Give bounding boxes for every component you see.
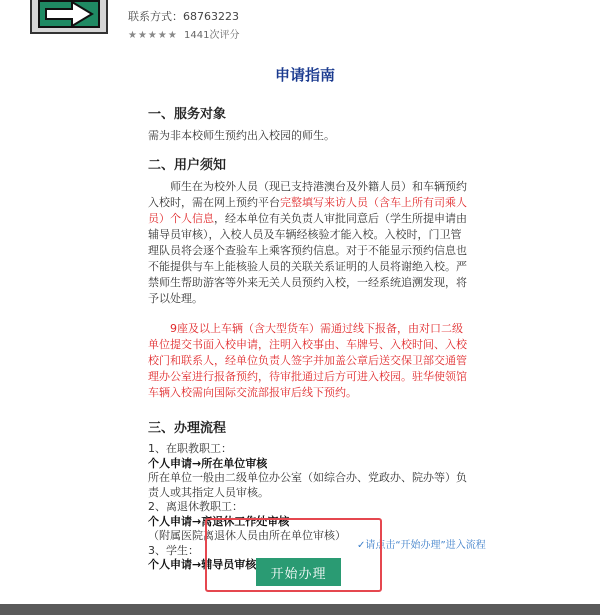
step-2-flow: 个人申请→离退休工作处审核 [148,514,290,528]
bottom-bar [0,604,600,615]
section-process-title: 三、办理流程 [148,421,227,436]
section-user-notice-title: 二、用户须知 [148,158,227,173]
section-service-target-title: 一、服务对象 [148,107,227,122]
arrow-right-icon [42,0,98,29]
step-2-text: （附属医院离退休人员由所在单位审核） [148,529,346,542]
step-1-flow: 个人申请→所在单位审核 [148,456,268,470]
app-icon [30,0,108,34]
start-processing-button[interactable]: 开始办理 [256,558,341,586]
section-service-target-text: 需为非本校师生预约出入校园的师生。 [148,129,335,142]
step-3-label: 3、学生： [148,543,199,557]
notice-paragraph-1: 师生在为校外人员（现已支持港澳台及外籍人员）和车辆预约入校时，需在网上预约平台完整填写来访人员（含车上所有司乘人员）个人信息，经本单位有关负责人审批同意后（学生所提申请由辅导员审核），入校人员及车辆经核验才能入校。入校时，门卫管理队员将会逐个查验车上乘客预约信息。对于不能显示预约信息也不能提供与车上能核验人员的关联关系证明的人员将谢绝入校。严禁师生帮助游客等外来无关人员预约入校，一经系统追溯发现，将予以处理。 [148,180,467,305]
page-title: 申请指南 [274,66,335,84]
step-1-label: 1、在职教职工： [148,442,232,455]
application-guide [140,46,470,573]
star-rating-icon: ★★★★★ [128,30,178,41]
step-2-label: 2、离退休教职工： [148,500,243,513]
notice-paragraph-2: 9座及以上车辆（含大型货车）需通过线下报备，由对口二级单位提交书面入校申请，注明入校事由、车牌号、入校时间、入校校门和联系人，经单位负责人签字并加盖公章后送交保卫部交通管理办公室进行报备预约，待审批通过后方可进入校园。驻华使领馆车辆入校需向国际交流部报审后线下预约。 [148,322,467,399]
step-1-text: 所在单位一般由二级单位办公室（如综合办、党政办、院办等）负责人或其指定人员审核。 [148,471,467,499]
start-hint: ✓请点击“开始办理”进入流程 [357,540,486,551]
contact-info: 联系方式：68763223 [128,10,239,23]
app-card-header [0,0,600,44]
rating-count: 1441次评分 [184,30,240,41]
rating [128,26,239,41]
step-3-flow: 个人申请→辅导员审核 [148,558,257,571]
notice-highlight: 完整填写来访人员（含车上所有司乘人员）个人信息 [148,196,467,225]
